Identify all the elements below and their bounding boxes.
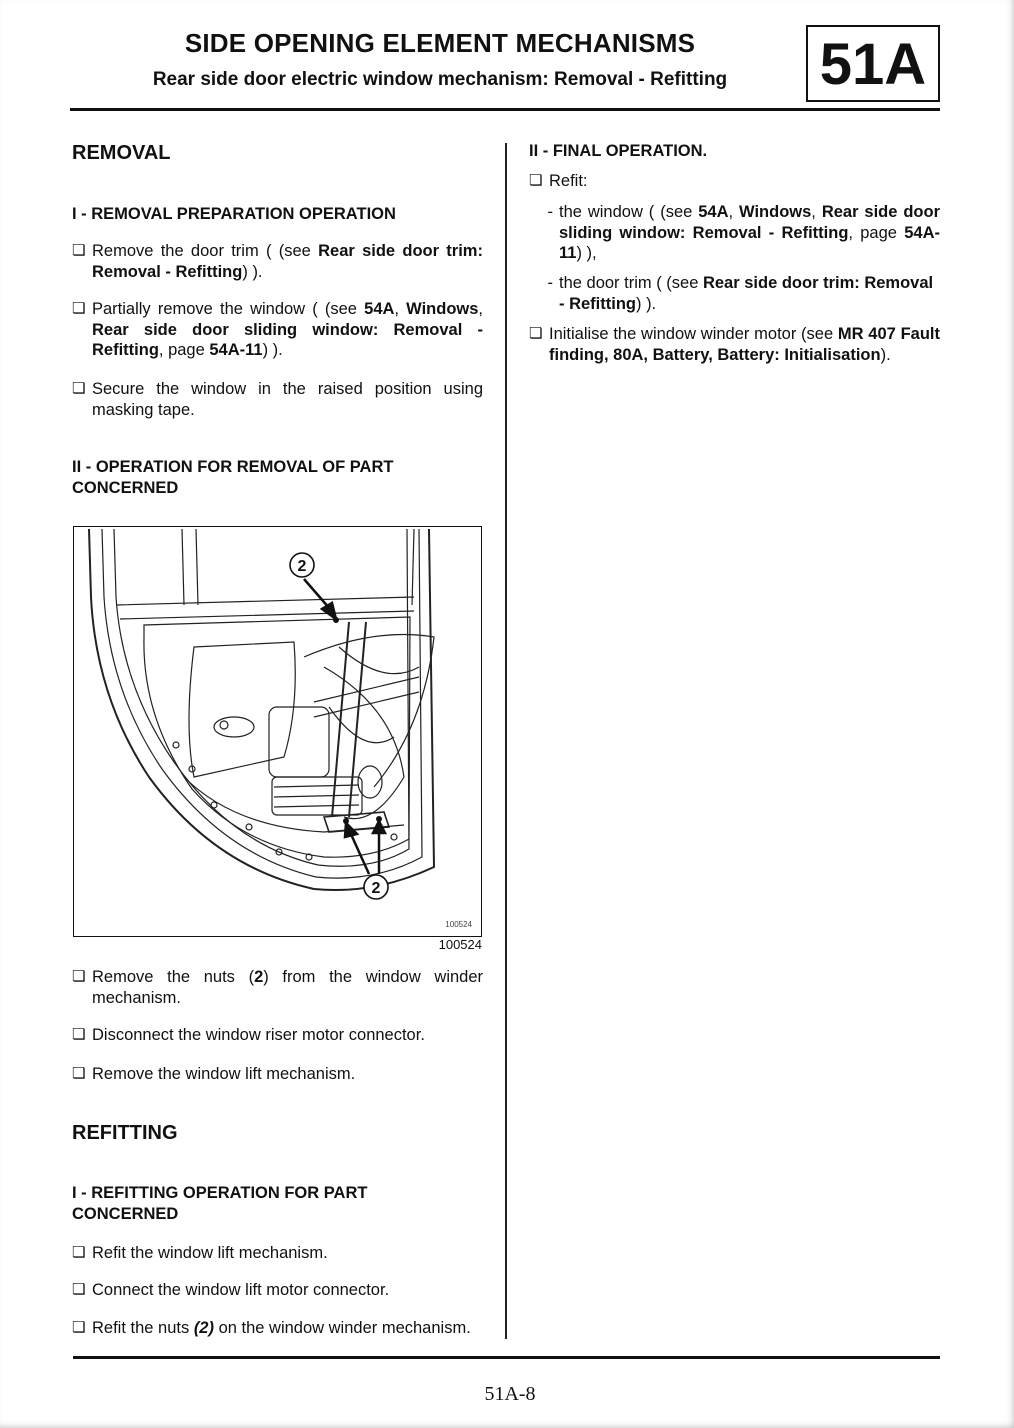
refitting-operation-heading: I - REFITTING OPERATION FOR PART CONCERNED bbox=[72, 1184, 368, 1223]
checkbox-bullet-icon: ❏ bbox=[529, 172, 543, 189]
list-item-remove-door-trim: ❏ Remove the door trim ( (see Rear side door trim: Removal - Refitting) ). bbox=[72, 242, 483, 281]
list-item-secure-window: ❏ Secure the window in the raised position using masking tape. bbox=[72, 380, 483, 419]
figure-caption: 100524 bbox=[438, 937, 482, 952]
checkbox-bullet-icon: ❏ bbox=[72, 380, 86, 397]
footer-rule bbox=[73, 1356, 940, 1359]
page-subtitle: Rear side door electric window mechanism: Removal - Refitting bbox=[152, 69, 728, 90]
figure-inner-reference: 100524 bbox=[445, 920, 472, 929]
list-item-remove-nuts: ❏ Remove the nuts (2) from the window winder mechanism. bbox=[72, 968, 484, 1007]
list-item-connect-connector: ❏ Connect the window lift motor connector. bbox=[72, 1281, 390, 1299]
list-item-disconnect-connector: ❏ Disconnect the window riser motor connector. bbox=[72, 1026, 425, 1044]
checkbox-bullet-icon: ❏ bbox=[529, 325, 543, 342]
list-item-remove-lift-mechanism: ❏ Remove the window lift mechanism. bbox=[72, 1065, 356, 1083]
section-code-box: 51A bbox=[806, 25, 940, 102]
removal-heading: REMOVAL bbox=[72, 142, 171, 164]
page-number: 51A-8 bbox=[484, 1383, 536, 1405]
checkbox-bullet-icon: ❏ bbox=[72, 968, 86, 985]
sub-item-window: - the window ( (see 54A, Windows, Rear side door sliding window: Removal - Refitting, page 54A-11) ), bbox=[529, 202, 940, 264]
checkbox-bullet-icon: ❏ bbox=[72, 1319, 86, 1336]
final-operation-heading: II - FINAL OPERATION. bbox=[529, 142, 708, 160]
list-item-partially-remove-window: ❏ Partially remove the window ( (see 54A, Windows, Rear side door sliding window: Removal - Refitting, page 54A-11) ). bbox=[72, 300, 484, 359]
door-mechanism-figure bbox=[73, 526, 482, 937]
header-rule bbox=[70, 108, 940, 111]
door-illustration bbox=[74, 527, 482, 937]
checkbox-bullet-icon: ❏ bbox=[72, 1281, 86, 1298]
checkbox-bullet-icon: ❏ bbox=[72, 1065, 86, 1082]
checkbox-bullet-icon: ❏ bbox=[72, 1026, 86, 1043]
list-item-refit-lift-mechanism: ❏ Refit the window lift mechanism. bbox=[72, 1244, 328, 1262]
callout-bottom-label: 2 bbox=[371, 880, 381, 897]
column-divider bbox=[505, 143, 507, 1339]
removal-preparation-heading: I - REMOVAL PREPARATION OPERATION bbox=[72, 205, 396, 223]
dash-bullet: - bbox=[547, 203, 553, 221]
sub-item-door-trim: - the door trim ( (see Rear side door trim: Removal - Refitting) ). bbox=[529, 273, 940, 314]
dash-bullet: - bbox=[547, 274, 553, 292]
checkbox-bullet-icon: ❏ bbox=[72, 242, 86, 259]
callout-top-label: 2 bbox=[297, 558, 307, 575]
list-item-initialise-motor: ❏ Initialise the window winder motor (see MR 407 Fault finding, 80A, Battery, Battery: Initialisation). bbox=[529, 325, 940, 364]
operation-removal-heading: II - OPERATION FOR REMOVAL OF PART CONCERNED bbox=[72, 458, 394, 497]
checkbox-bullet-icon: ❏ bbox=[72, 300, 86, 317]
list-item-refit-label: ❏ Refit: bbox=[529, 172, 588, 190]
page-title: SIDE OPENING ELEMENT MECHANISMS bbox=[184, 28, 696, 58]
list-item-refit-nuts: ❏ Refit the nuts (2) on the window winder mechanism. bbox=[72, 1319, 471, 1337]
refitting-heading: REFITTING bbox=[72, 1122, 178, 1144]
checkbox-bullet-icon: ❏ bbox=[72, 1244, 86, 1261]
